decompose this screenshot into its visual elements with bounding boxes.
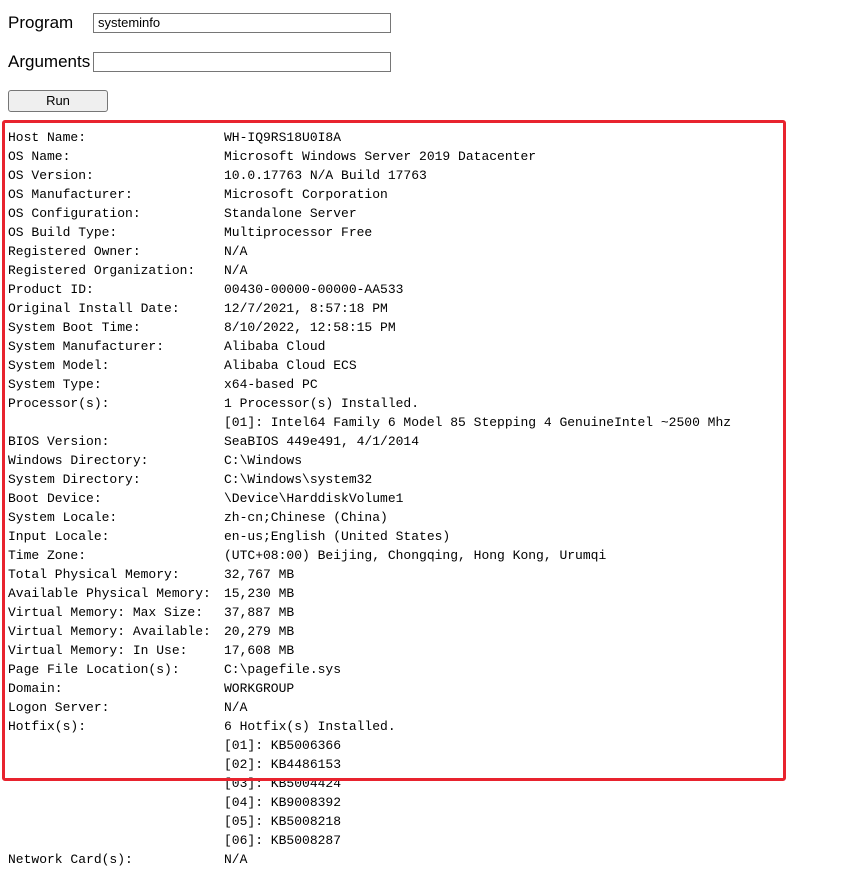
output-value: [01]: Intel64 Family 6 Model 85 Stepping 4 GenuineIntel ~2500 Mhz [224, 415, 732, 430]
output-value: \Device\HarddiskVolume1 [224, 491, 404, 506]
output-line [8, 299, 731, 318]
run-button[interactable]: Run [8, 90, 108, 112]
output-line [8, 394, 731, 413]
output-line [8, 812, 731, 831]
output-key: Page File Location(s): [8, 662, 180, 677]
output-line [8, 223, 731, 242]
output-key: System Type: [8, 377, 102, 392]
output-value: WH-IQ9RS18U0I8A [224, 130, 342, 145]
output-key: OS Build Type: [8, 225, 118, 240]
output-value: 1 Processor(s) Installed. [224, 396, 420, 411]
output-line [8, 660, 731, 679]
output-key: Network Card(s): [8, 852, 133, 867]
output-value: 20,279 MB [224, 624, 295, 639]
output-value: WORKGROUP [224, 681, 295, 696]
output-key: Hotfix(s): [8, 719, 87, 734]
output-line [8, 413, 731, 432]
output-value: N/A [224, 852, 248, 867]
output-key: System Locale: [8, 510, 118, 525]
output-key: Time Zone: [8, 548, 87, 563]
output-key: System Model: [8, 358, 110, 373]
output-line [8, 375, 731, 394]
output-key: Available Physical Memory: [8, 586, 211, 601]
output-line [8, 128, 731, 147]
output-key: OS Manufacturer: [8, 187, 133, 202]
output-line [8, 432, 731, 451]
output-value: en-us;English (United States) [224, 529, 451, 544]
output-key: Processor(s): [8, 396, 110, 411]
output-line [8, 622, 731, 641]
output-line [8, 679, 731, 698]
output-value: C:\Windows [224, 453, 303, 468]
output-key: OS Version: [8, 168, 94, 183]
program-label: Program [8, 13, 74, 32]
output-key: Registered Owner: [8, 244, 141, 259]
output-line [8, 280, 731, 299]
output-value: Microsoft Windows Server 2019 Datacenter [224, 149, 537, 164]
output-value: C:\Windows\system32 [224, 472, 373, 487]
output-value: [04]: KB9008392 [224, 795, 342, 810]
output-line [8, 736, 731, 755]
output-value: Multiprocessor Free [224, 225, 373, 240]
output-key: Virtual Memory: Available: [8, 624, 211, 639]
output-value: C:\pagefile.sys [224, 662, 342, 677]
output-value: zh-cn;Chinese (China) [224, 510, 388, 525]
output-key: Total Physical Memory: [8, 567, 180, 582]
program-input[interactable] [93, 13, 391, 33]
output-value: 10.0.17763 N/A Build 17763 [224, 168, 427, 183]
output-line [8, 337, 731, 356]
output-line [8, 470, 731, 489]
output-value: 17,608 MB [224, 643, 295, 658]
output-line [8, 147, 731, 166]
output-line [8, 185, 731, 204]
output-line [8, 508, 731, 527]
output-value: SeaBIOS 449e491, 4/1/2014 [224, 434, 420, 449]
output-key: Boot Device: [8, 491, 102, 506]
output-value: [05]: KB5008218 [224, 814, 342, 829]
output-line [8, 204, 731, 223]
output-key: Registered Organization: [8, 263, 196, 278]
output-line [8, 603, 731, 622]
output-line [8, 793, 731, 812]
output-line [8, 451, 731, 470]
output-line [8, 527, 731, 546]
output-line [8, 698, 731, 717]
output-value: [02]: KB4486153 [224, 757, 342, 772]
output-line [8, 584, 731, 603]
output-value: [03]: KB5004424 [224, 776, 342, 791]
output-line [8, 565, 731, 584]
output-value: 15,230 MB [224, 586, 295, 601]
output-key: OS Name: [8, 149, 71, 164]
arguments-input[interactable] [93, 52, 391, 72]
output-key: Input Locale: [8, 529, 110, 544]
command-output [8, 128, 731, 869]
output-value: N/A [224, 700, 248, 715]
output-value: x64-based PC [224, 377, 318, 392]
program-row [8, 13, 73, 33]
output-key: Virtual Memory: In Use: [8, 643, 188, 658]
output-value: (UTC+08:00) Beijing, Chongqing, Hong Kong, Urumqi [224, 548, 607, 563]
output-value: [06]: KB5008287 [224, 833, 342, 848]
output-key: Host Name: [8, 130, 87, 145]
output-value: N/A [224, 263, 248, 278]
output-value: Alibaba Cloud ECS [224, 358, 357, 373]
output-key: System Manufacturer: [8, 339, 165, 354]
output-value: 00430-00000-00000-AA533 [224, 282, 404, 297]
output-key: BIOS Version: [8, 434, 110, 449]
output-value: Alibaba Cloud [224, 339, 326, 354]
output-value: 12/7/2021, 8:57:18 PM [224, 301, 388, 316]
output-line [8, 546, 731, 565]
output-key: Virtual Memory: Max Size: [8, 605, 204, 620]
output-value: N/A [224, 244, 248, 259]
output-key: Original Install Date: [8, 301, 180, 316]
output-line [8, 774, 731, 793]
output-line [8, 242, 731, 261]
output-key: Product ID: [8, 282, 94, 297]
output-key: System Boot Time: [8, 320, 141, 335]
output-key: Logon Server: [8, 700, 110, 715]
output-key: System Directory: [8, 472, 141, 487]
arguments-row [8, 52, 90, 72]
output-line [8, 831, 731, 850]
output-value: Microsoft Corporation [224, 187, 388, 202]
arguments-label: Arguments [8, 52, 91, 71]
output-line [8, 489, 731, 508]
output-value: Standalone Server [224, 206, 357, 221]
output-key: Domain: [8, 681, 63, 696]
output-value: [01]: KB5006366 [224, 738, 342, 753]
output-value: 6 Hotfix(s) Installed. [224, 719, 396, 734]
output-line [8, 356, 731, 375]
output-line [8, 755, 731, 774]
output-line [8, 166, 731, 185]
output-key: Windows Directory: [8, 453, 149, 468]
output-line [8, 261, 731, 280]
output-key: OS Configuration: [8, 206, 141, 221]
output-value: 37,887 MB [224, 605, 295, 620]
output-value: 32,767 MB [224, 567, 295, 582]
output-line [8, 641, 731, 660]
output-line [8, 717, 731, 736]
output-line [8, 318, 731, 337]
output-line [8, 850, 731, 869]
output-value: 8/10/2022, 12:58:15 PM [224, 320, 396, 335]
